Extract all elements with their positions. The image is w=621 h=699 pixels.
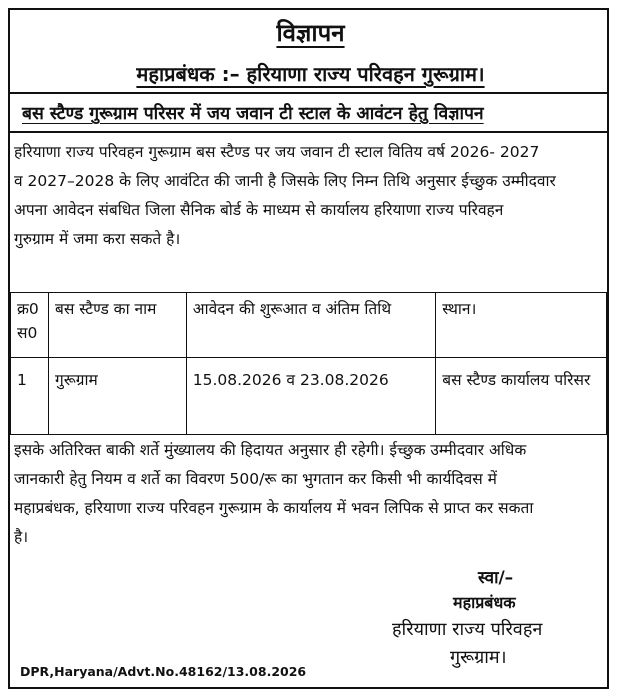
notice-subtitle: महाप्रबंधक :– हरियाणा राज्य परिवहन गुरूग्राम। xyxy=(136,62,485,86)
signature-organization: हरियाणा राज्य परिवहन xyxy=(392,619,543,640)
intro-line: व 2027–2028 के लिए आवंटित की जानी है जिसके लिए निम्न तिथि अनुसार ईच्छुक उम्मीदवार xyxy=(14,172,556,190)
cell-serial: 1 xyxy=(11,358,49,435)
notice-title: विज्ञापन xyxy=(276,19,345,47)
closing-line: है। xyxy=(14,528,29,546)
closing-line: जानकारी हेतु नियम व शर्ते का विवरण 500/रू का भुगतान कर किसी भी कार्यदिवस में xyxy=(14,470,497,488)
closing-line: इसके अतिरिक्त बाकी शर्ते मुंख्यालय की हिदायत अनुसार ही रहेगी। ईच्छुक उम्मीदवार अधिक xyxy=(14,441,527,459)
signature-city: गुरूग्राम। xyxy=(450,647,507,668)
header-dates: आवेदन की शुरूआत व अंतिम तिथि xyxy=(186,293,436,358)
table-row xyxy=(11,358,607,435)
intro-line: गुरुग्राम में जमा करा सकते है। xyxy=(14,230,181,248)
schedule-table xyxy=(10,292,607,435)
intro-line: हरियाणा राज्य परिवहन गुरूग्राम बस स्टैण्ड पर जय जवान टी स्टाल वितिय वर्ष 2026- 2027 xyxy=(14,143,540,161)
divider-heading xyxy=(10,131,607,133)
cell-place: बस स्टैण्ड कार्यालय परिसर xyxy=(436,358,607,435)
header-serial: क्र0 स0 xyxy=(11,293,49,358)
closing-paragraph xyxy=(14,436,604,552)
signature-designation: महाप्रबंधक xyxy=(453,593,516,612)
cell-dates: 15.08.2026 व 23.08.2026 xyxy=(186,358,436,435)
cell-bus-stand: गुरूग्राम xyxy=(48,358,186,435)
header-bus-stand: बस स्टैण्ड का नाम xyxy=(48,293,186,358)
notice-heading: बस स्टैण्ड गुरूग्राम परिसर में जय जवान टी स्टाल के आवंटन हेतु विज्ञापन xyxy=(22,104,484,124)
header-place: स्थान। xyxy=(436,293,607,358)
table-header-row xyxy=(11,293,607,358)
signature-mark: स्वा/– xyxy=(478,568,514,588)
intro-line: अपना आवेदन संबधित जिला सैनिक बोर्ड के माध्यम से कार्यालय हरियाणा राज्य परिवहन xyxy=(14,201,504,219)
closing-line: महाप्रबंधक, हरियाणा राज्य परिवहन गुरूग्राम के कार्यालय में भवन लिपिक से प्राप्त कर सकता xyxy=(14,499,534,517)
advertisement-reference: DPR,Haryana/Advt.No.48162/13.08.2026 xyxy=(20,664,307,679)
intro-paragraph xyxy=(14,138,604,254)
divider-top xyxy=(10,92,607,94)
